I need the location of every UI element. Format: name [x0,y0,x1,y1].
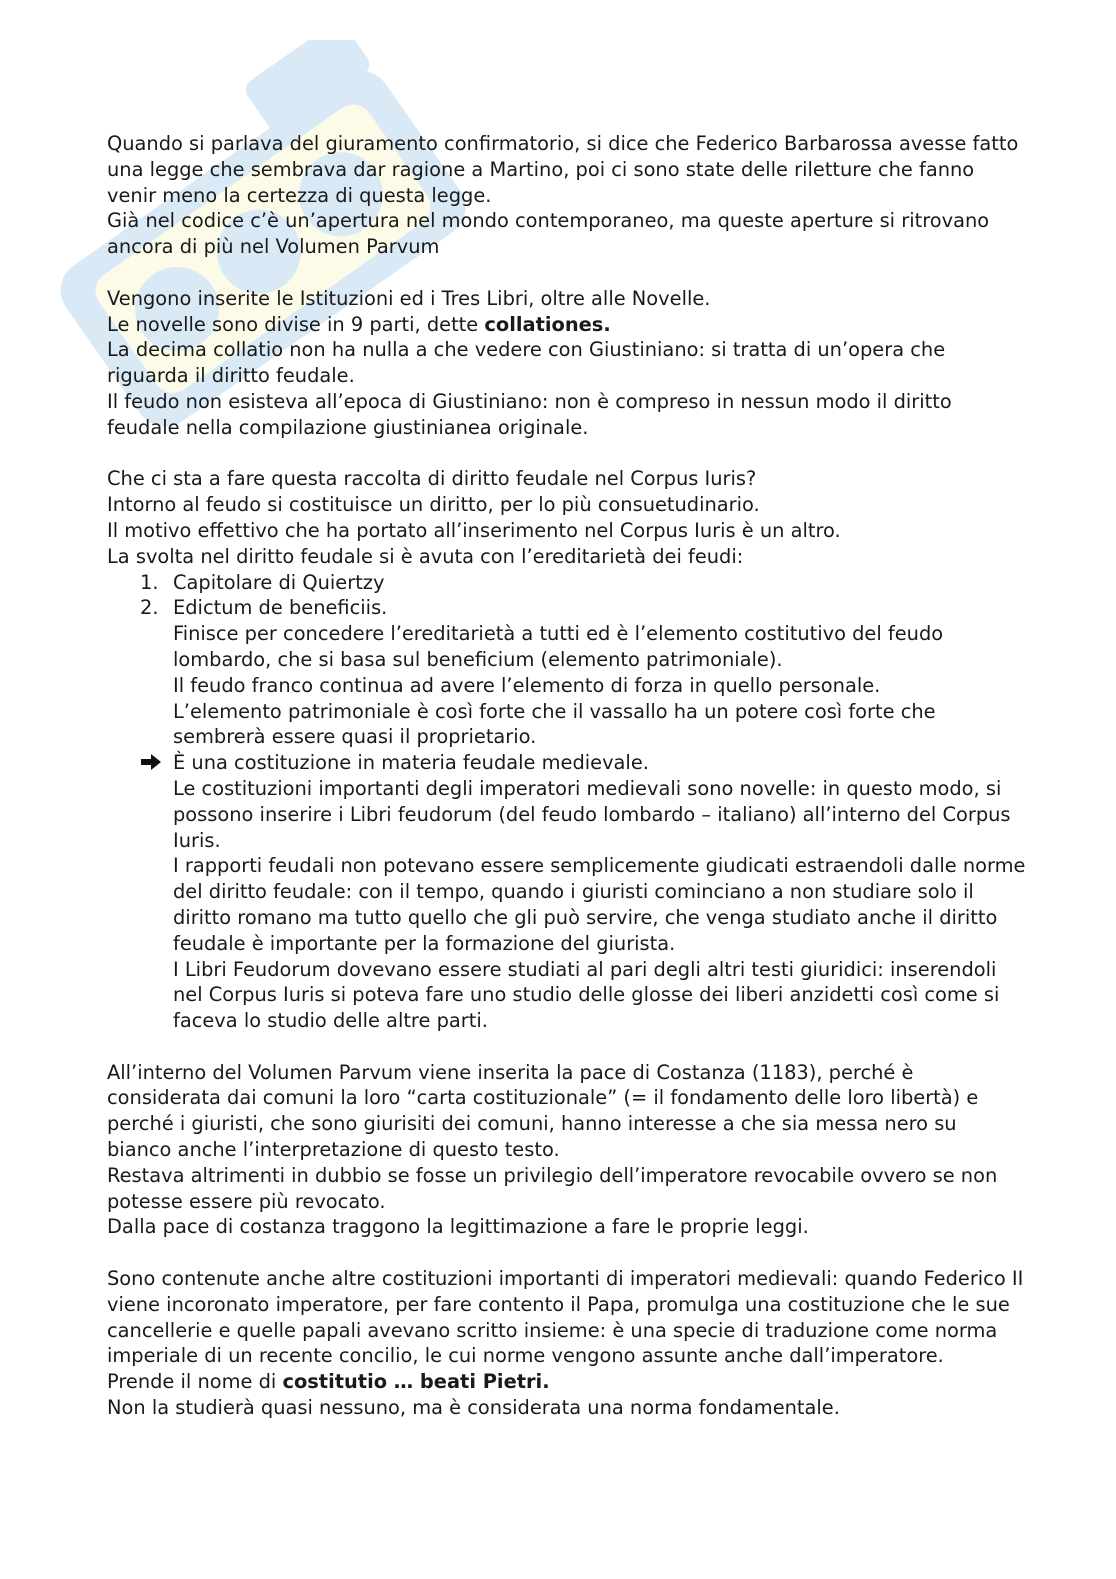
text: Prende il nome di [107,1370,283,1394]
list-subtext: I rapporti feudali non potevano essere semplicemente giudicati estraendoli dalle norme del diritto feudale: con il tempo, quando i giuristi cominciano a non studiare solo il diritto romano ma tutto quello che gli può servire, che venga studiato anche il diritto feudale è importante per la formazione del giurista. [173,854,1026,955]
paragraph: Non la studierà quasi nessuno, ma è considerata una norma fondamentale. [107,1396,840,1420]
list-subtext: I Libri Feudorum dovevano essere studiati al pari degli altri testi giuridici: inserendoli nel Corpus Iuris si poteva fare uno studio delle glosse dei liberi anzidetti così come si faceva lo studio delle altre parti. [173,957,1000,1033]
list-subtext: Il feudo franco continua ad avere l’elemento di forza in quello personale. [173,673,881,697]
list-item [107,570,1027,596]
list-number: 2. [140,596,159,620]
paragraph: Già nel codice c’è un’apertura nel mondo contemporaneo, ma queste aperture si ritrovano ancora di più nel Volumen Parvum [107,209,990,259]
list-number: 1. [140,570,159,594]
paragraph: Il motivo effettivo che ha portato all’inserimento nel Corpus Iuris è un altro. [107,518,841,542]
bold-term: collationes. [484,312,611,336]
bold-term: costitutio … beati Pietri. [282,1370,550,1394]
paragraph: Che ci sta a fare questa raccolta di diritto feudale nel Corpus Iuris? [107,467,757,491]
paragraph: Restava altrimenti in dubbio se fosse un privilegio dell’imperatore revocabile ovvero se non potesse essere più revocato. [107,1163,998,1213]
list-subtext: Le costituzioni importanti degli imperatori medievali sono novelle: in questo modo, si possono inserire i Libri feudorum (del feudo lombardo – italiano) all’interno del Corpus Iuris. [173,776,1011,852]
arrow-right-icon [140,752,162,772]
document-body [107,131,1027,1421]
list-subtext: Finisce per concedere l’ereditarietà a tutti ed è l’elemento costitutivo del feudo lombardo, che si basa sul beneficium (elemento patrimoniale). [173,622,944,671]
paragraph: Il feudo non esisteva all’epoca di Giustiniano: non è compreso in nessun modo il diritto feudale nella compilazione giustinianea originale. [107,389,952,439]
numbered-list [107,570,1027,1034]
list-subtext: L’elemento patrimoniale è così forte che il vassallo ha un potere così forte che sembrerà essere quasi il proprietario. [173,699,936,749]
paragraph: Quando si parlava del giuramento confirmatorio, si dice che Federico Barbarossa avesse fatto una legge che sembrava dar ragione a Martino, poi ci sono state delle riletture che fanno venir meno la certezza di questa legge. [107,132,1019,207]
list-item [107,750,1027,1034]
paragraph: Dalla pace di costanza traggono la legittimazione a fare le proprie leggi. [107,1215,809,1239]
text: Le novelle sono divise in 9 parti, dette [107,312,485,336]
paragraph: Intorno al feudo si costituisce un diritto, per lo più consuetudinario. [107,493,760,517]
paragraph [107,312,1027,338]
list-item-text: Capitolare di Quiertzy [173,570,385,594]
paragraph: Sono contenute anche altre costituzioni importanti di imperatori medievali: quando Federico II viene incoronato imperatore, per fare contento il Papa, promulga una costituzione che le sue cancellerie e quelle papali avevano scritto insieme: è una specie di traduzione come norma imperiale di un recente concilio, le cui norme vengono assunte anche dall’imperatore. [107,1267,1024,1368]
paragraph: Vengono inserite le Istituzioni ed i Tres Libri, oltre alle Novelle. [107,286,711,310]
list-item [107,595,1027,750]
paragraph: La decima collatio non ha nulla a che vedere con Giustiniano: si tratta di un’opera che riguarda il diritto feudale. [107,338,946,388]
list-item-text: Edictum de beneficiis. [173,596,388,620]
paragraph [107,1369,1027,1395]
paragraph: La svolta nel diritto feudale si è avuta con l’ereditarietà dei feudi: [107,544,744,568]
paragraph: All’interno del Volumen Parvum viene inserita la pace di Costanza (1183), perché è considerata dai comuni la loro “carta costituzionale” (= il fondamento delle loro libertà) e perché i giuristi, che sono giurisiti dei comuni, hanno interesse a che sia messa nero su bianco anche l’interpretazione di questo testo. [107,1060,979,1162]
list-item-text: È una costituzione in materia feudale medievale. [173,751,649,775]
